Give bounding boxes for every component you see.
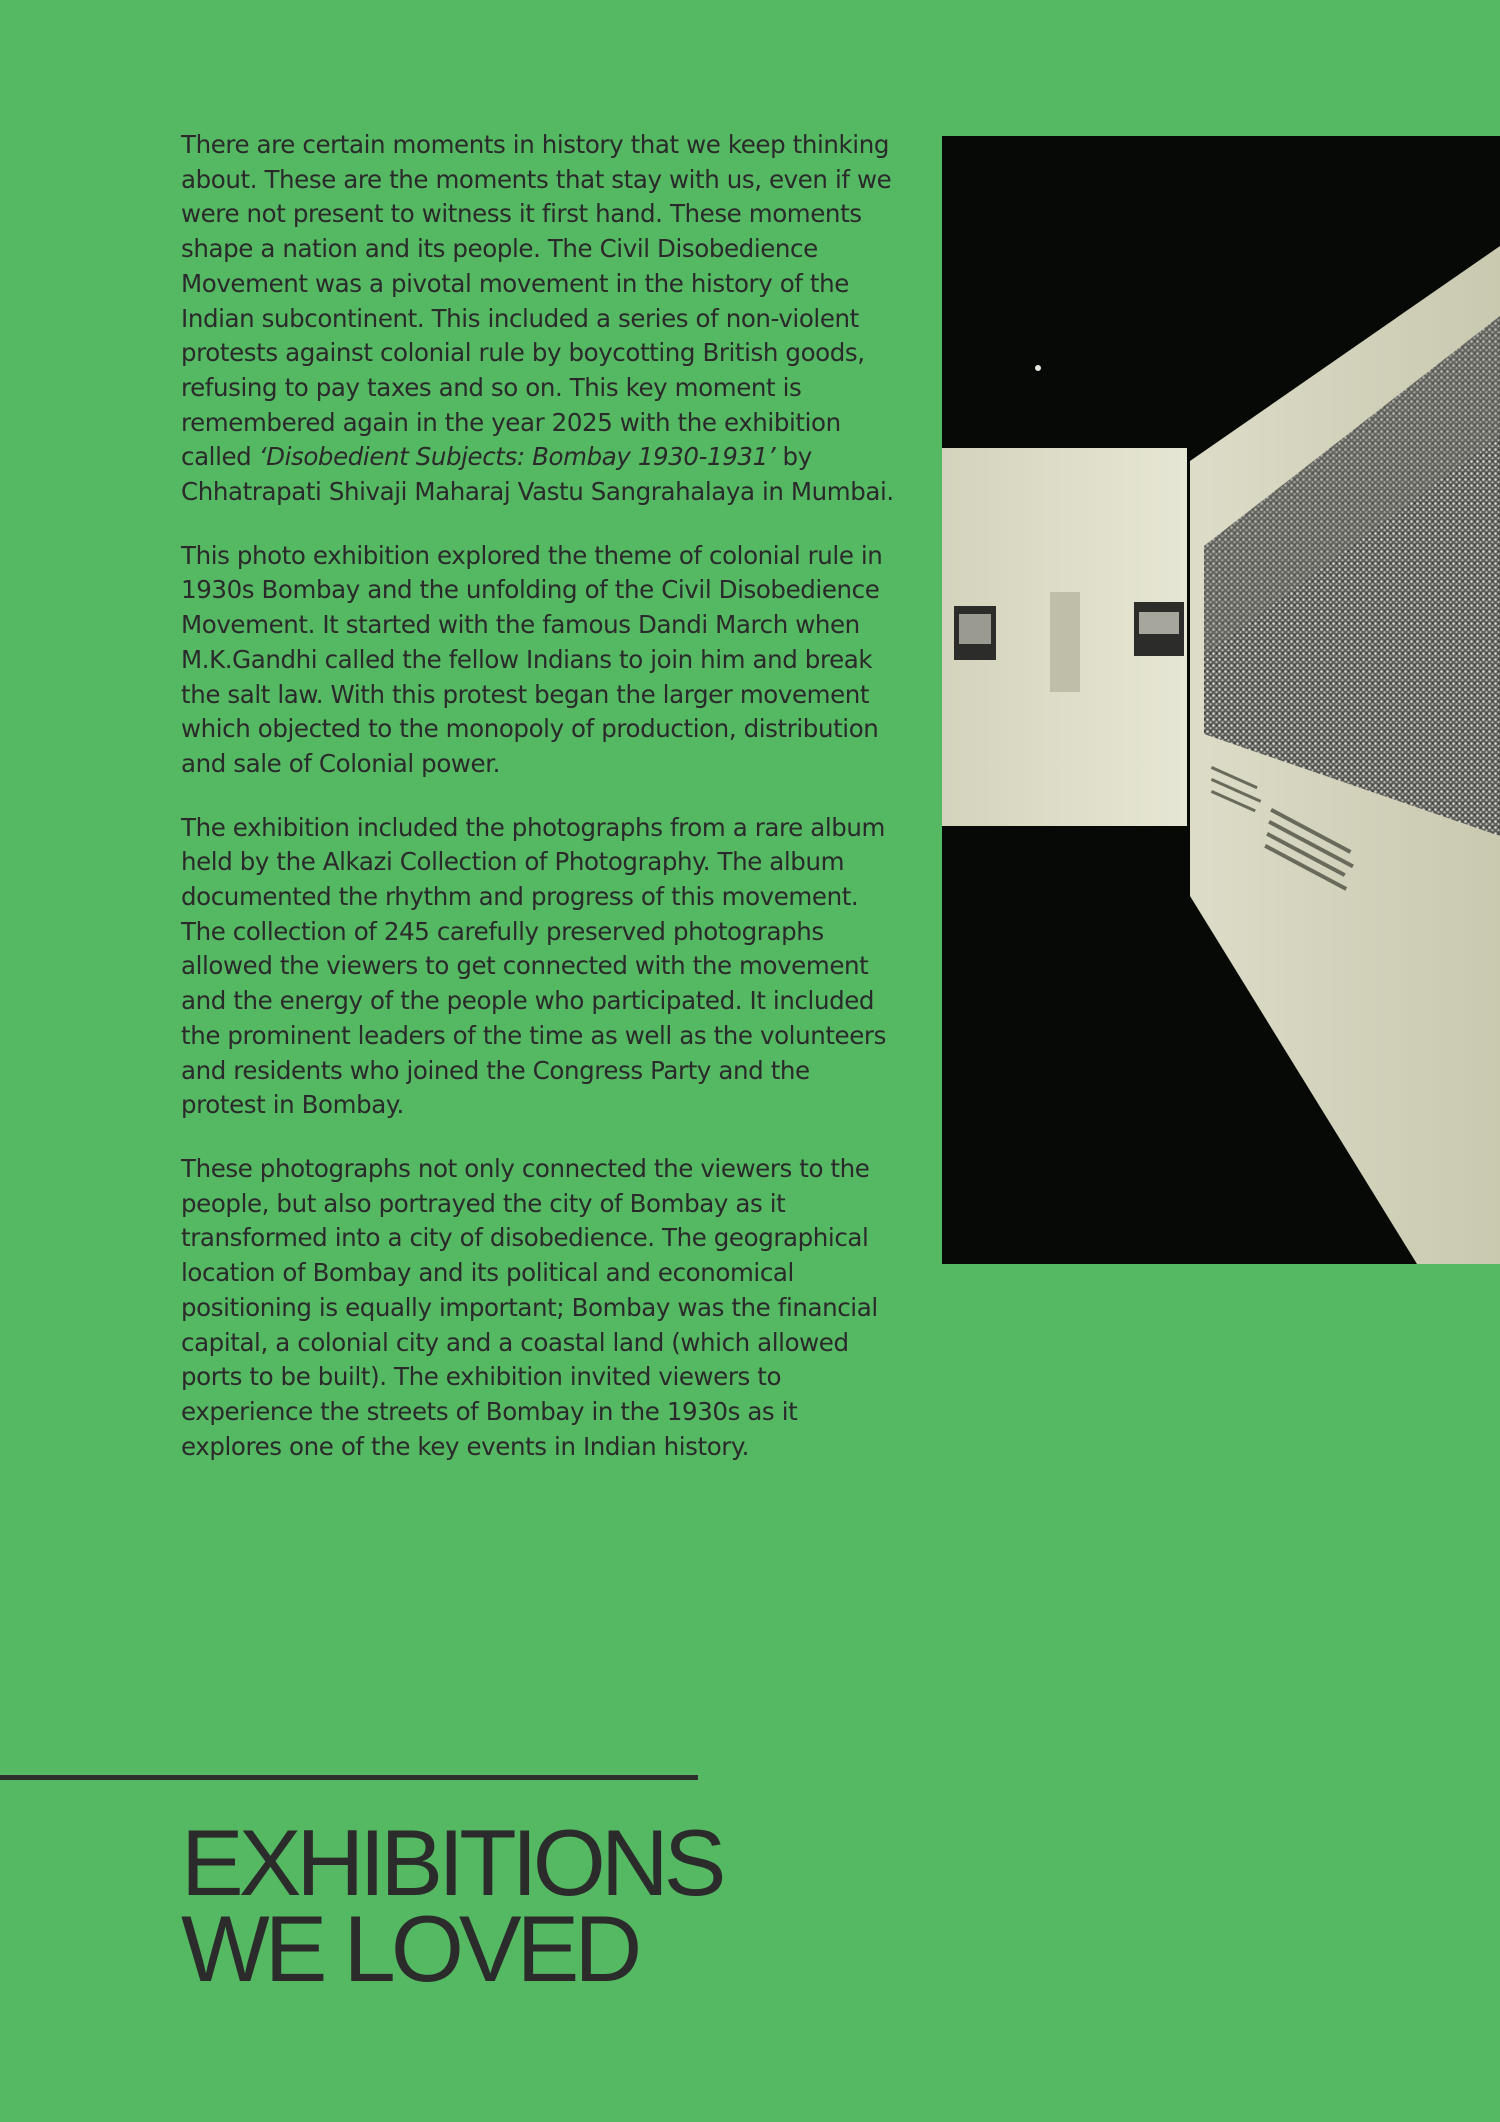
section-title — [181, 1810, 722, 2001]
section-divider — [0, 1775, 698, 1780]
paragraph-1-text-end: by Chhatrapati Shivaji Maharaj Vastu Sangrahalaya in Mumbai. — [181, 442, 894, 507]
article-body — [181, 128, 901, 1493]
paragraph-3: The exhibition included the photographs from a rare album held by the Alkazi Collection of Photography. The album documented the rhythm and progress of this movement. The collection of 245 carefully preserved photographs allowed the viewers to get connected with the movement and the energy of the people who participated. It included the prominent leaders of the time as well as the volunteers and residents who joined the Congress Party and the protest in Bombay. — [181, 812, 886, 1120]
section-title-line-2: WE LOVED — [181, 1896, 638, 2001]
exhibition-photo — [942, 136, 1500, 1264]
exhibition-title: ‘Disobedient Subjects: Bombay 1930-1931’ — [258, 442, 776, 472]
paragraph-1-text: There are certain moments in history that we keep thinking about. These are the moments that stay with us, even if we were not present to witness it first hand. These moments shape a nation and its people. The Civil Disobedience Movement was a pivotal movement in the history of the Indian subcontinent. This included a series of non-violent protests against colonial rule by boycotting British goods, refusing to pay taxes and so on. This key moment is remembered again in the year 2025 with the exhibition called — [181, 130, 892, 472]
paragraph-2: This photo exhibition explored the theme of colonial rule in 1930s Bombay and the unfolding of the Civil Disobedience Movement. It started with the famous Dandi March when M.K.Gandhi called the fellow Indians to join him and break the salt law. With this protest began the larger movement which objected to the monopoly of production, distribution and sale of Colonial power. — [181, 540, 883, 778]
paragraph-4: These photographs not only connected the viewers to the people, but also portrayed the city of Bombay as it transformed into a city of disobedience. The geographical location of Bombay and its political and economical positioning is equally important; Bombay was the financial capital, a colonial city and a coastal land (which allowed ports to be built). The exhibition invited viewers to experience the streets of Bombay in the 1930s as it explores one of the key events in Indian history. — [181, 1153, 878, 1461]
section-title-line-1: EXHIBITIONS — [181, 1810, 722, 1915]
paragraph-1 — [181, 128, 901, 510]
